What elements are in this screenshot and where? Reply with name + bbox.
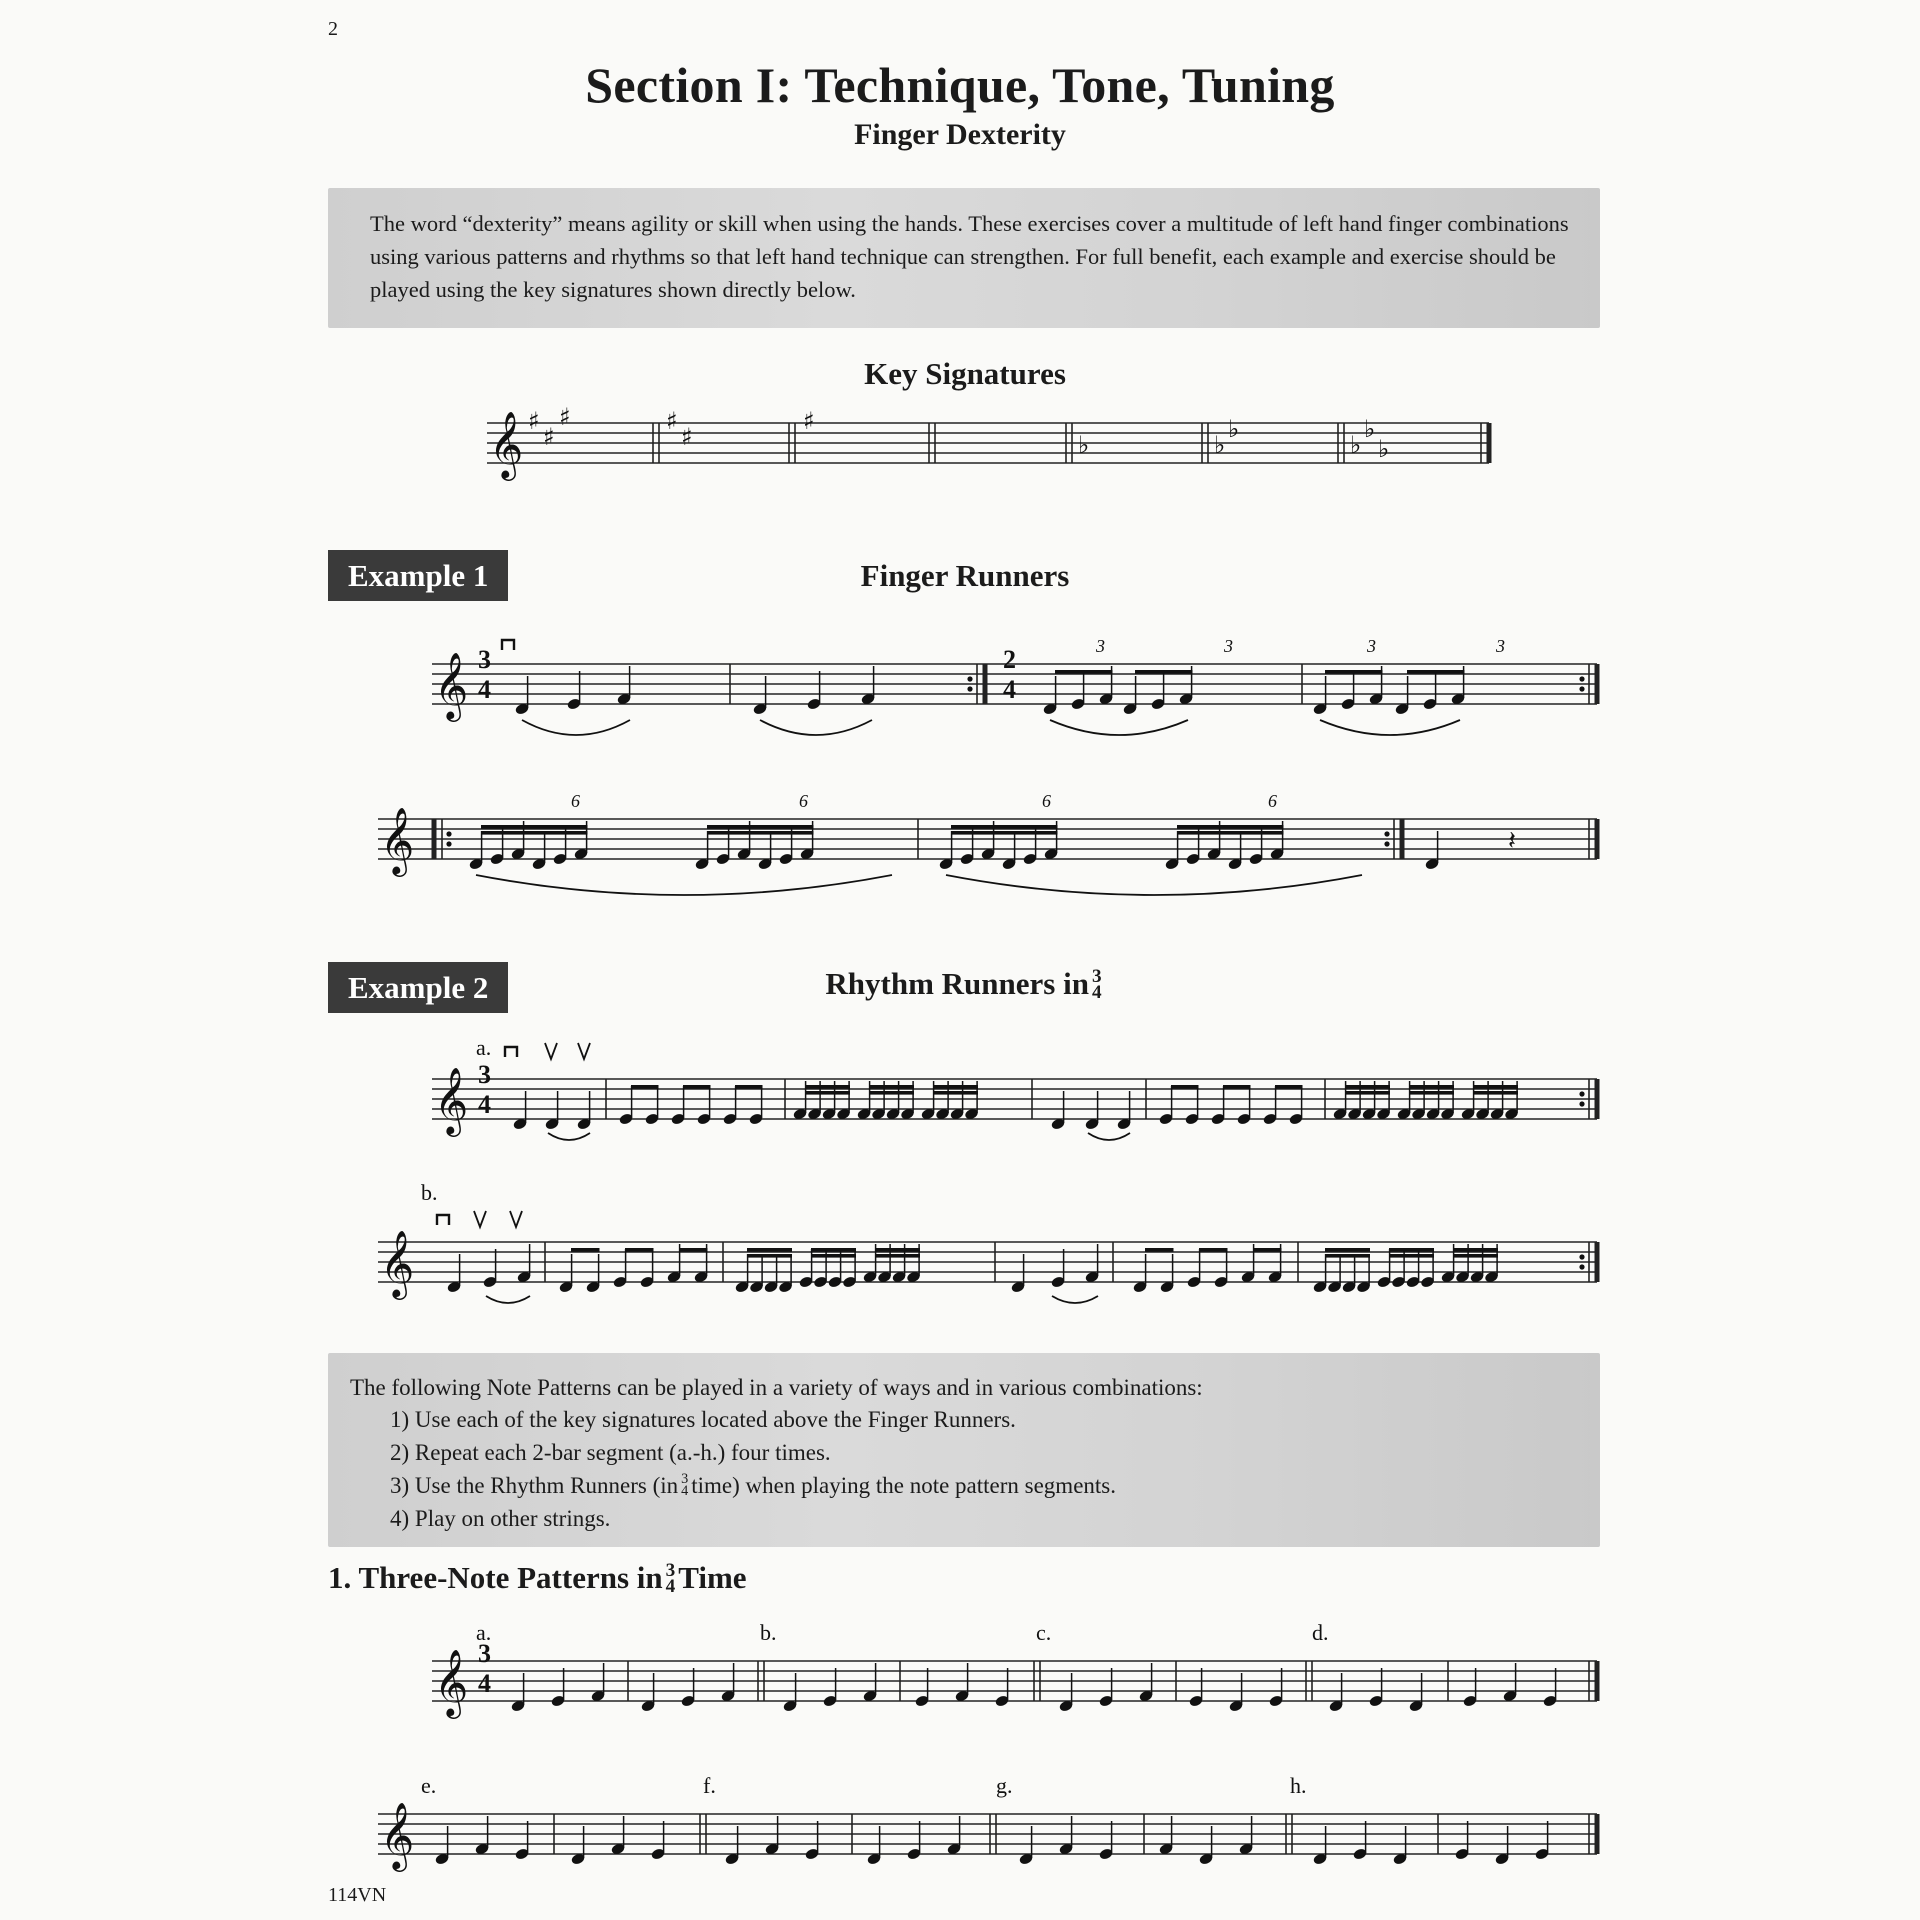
note-beam <box>805 1085 850 1089</box>
note-beam <box>1177 825 1284 829</box>
treble-clef-icon: 𝄞 <box>489 410 524 478</box>
page-number: 2 <box>328 18 338 40</box>
section-1-prefix: 1. Three-Note Patterns in <box>328 1560 663 1595</box>
example-2-title-prefix: Rhythm Runners in <box>825 966 1089 1001</box>
fraction-bottom: 4 <box>1091 981 1102 1003</box>
note-beam <box>1453 1248 1498 1252</box>
sharp-icon: ♯ <box>666 407 678 435</box>
note-beam <box>1473 1085 1518 1089</box>
page-subtitle: Finger Dexterity <box>854 118 1066 151</box>
slur <box>1050 720 1188 735</box>
note-beam <box>951 825 1058 829</box>
music-root <box>378 403 1597 1872</box>
note-beam <box>933 1085 978 1089</box>
note-beam <box>1409 1085 1454 1089</box>
time-sig-top: 3 <box>478 645 491 674</box>
note-beam <box>683 1085 711 1089</box>
time-signatures <box>478 645 1016 1698</box>
item-text: Use the Rhythm Runners (in <box>414 1473 679 1498</box>
time-sig-bottom: 4 <box>478 1090 491 1119</box>
up-bow-icon <box>545 1043 557 1059</box>
pattern-label-b: b. <box>421 1180 438 1205</box>
sharp-icon: ♯ <box>803 407 815 435</box>
pattern-label-b: b. <box>760 1620 777 1645</box>
notes-intro: The following Note Patterns can be played in a variety of ways and in various combinations: <box>350 1375 1203 1400</box>
flat-icon: ♭ <box>1214 431 1226 459</box>
triplet-number: 3 <box>1096 636 1105 656</box>
note-beam <box>747 1254 792 1258</box>
note-beam <box>811 1248 856 1252</box>
triplet-number: 3 <box>1367 636 1376 656</box>
note-beam <box>735 1085 763 1089</box>
note-beam <box>1407 670 1465 674</box>
sextuplet-number: 6 <box>1042 791 1051 811</box>
repeat-dot <box>1579 1264 1584 1269</box>
up-bow-icon <box>578 1043 590 1059</box>
section-1-suffix: Time <box>678 1560 747 1595</box>
note-beam <box>1325 670 1383 674</box>
repeat-dot <box>1579 686 1584 691</box>
example-1-label: Example 1 <box>328 550 508 601</box>
treble-clef-icon: 𝄞 <box>380 1801 415 1869</box>
repeat-dot <box>1384 831 1389 836</box>
note-beam <box>1199 1248 1228 1252</box>
repeat-dot <box>967 686 972 691</box>
note-beam <box>1389 1248 1434 1252</box>
note-beam <box>811 1254 856 1258</box>
time-sig-bottom: 4 <box>1003 675 1016 704</box>
time-sig-top: 3 <box>478 1639 491 1668</box>
fraction-top: 3 <box>665 1560 676 1582</box>
note-beam <box>707 831 814 835</box>
pattern-label-e: e. <box>421 1773 437 1798</box>
note-beam <box>1473 1091 1518 1095</box>
item-number: 2) <box>390 1440 410 1465</box>
repeat-dot <box>1579 1101 1584 1106</box>
pattern-label-f: f. <box>703 1773 716 1798</box>
repeat-dot <box>1579 676 1584 681</box>
item-number: 1) <box>390 1407 410 1432</box>
pattern-label-a: a. <box>476 1035 492 1060</box>
item-text: Play on other strings. <box>414 1506 611 1531</box>
sextuplet-number: 6 <box>1268 791 1277 811</box>
note-beam <box>869 1091 914 1095</box>
sharp-icon: ♯ <box>528 407 540 435</box>
item-text: Repeat each 2-bar segment (a.-h.) four times. <box>414 1440 831 1465</box>
note-beam <box>1345 1085 1390 1089</box>
item-text-suffix: time) when playing the note pattern segments. <box>691 1473 1116 1498</box>
flat-icon: ♭ <box>1378 435 1390 463</box>
repeat-dot <box>967 676 972 681</box>
repeat-dot <box>446 841 451 846</box>
pattern-label-a: a. <box>476 1620 492 1645</box>
note-beam <box>1325 1248 1370 1252</box>
note-beam <box>1345 1091 1390 1095</box>
note-beam <box>1275 1085 1303 1089</box>
example-1-title: Finger Runners <box>860 558 1070 593</box>
treble-clef-icon: 𝄞 <box>434 1648 469 1716</box>
slur <box>946 875 1362 895</box>
slur <box>1320 720 1460 735</box>
pattern-label-h: h. <box>1290 1773 1307 1798</box>
sharp-icon: ♯ <box>559 403 571 431</box>
treble-clef-icon: 𝄞 <box>434 1066 469 1134</box>
time-sig-top: 2 <box>1003 645 1016 674</box>
note-beam <box>625 1248 654 1252</box>
note-beam <box>1055 670 1113 674</box>
fraction-bottom: 4 <box>681 1482 689 1499</box>
treble-clef-icon: 𝄞 <box>380 806 415 874</box>
fraction-bottom: 4 <box>665 1575 676 1597</box>
note-beam <box>1135 670 1193 674</box>
page-title: Section I: Technique, Tone, Tuning <box>585 57 1335 113</box>
note-beam <box>1253 1248 1282 1252</box>
time-sig-bottom: 4 <box>478 675 491 704</box>
pattern-labels <box>421 1035 1329 1798</box>
repeat-dot <box>1579 1091 1584 1096</box>
note-beam <box>869 1085 914 1089</box>
sharp-icon: ♯ <box>543 423 555 451</box>
repeat-dot <box>1384 841 1389 846</box>
note-beam <box>1389 1254 1434 1258</box>
key-signatures-heading: Key Signatures <box>864 356 1066 391</box>
footer-code: 114VN <box>328 1884 387 1906</box>
tuplet-numbers <box>571 636 1505 811</box>
repeat-dot <box>446 831 451 836</box>
time-sig-top: 3 <box>478 1060 491 1089</box>
time-sig-bottom: 4 <box>478 1669 491 1698</box>
example-2-label: Example 2 <box>328 962 508 1013</box>
note-beam <box>571 1248 600 1252</box>
flat-icon: ♭ <box>1078 431 1090 459</box>
pattern-label-c: c. <box>1036 1620 1052 1645</box>
note-beam <box>747 1248 792 1252</box>
sextuplet-number: 6 <box>799 791 808 811</box>
note-beam <box>933 1091 978 1095</box>
note-beam <box>1325 1254 1370 1258</box>
down-bow-icon <box>505 1047 517 1057</box>
note-beam <box>1171 1085 1199 1089</box>
note-beam <box>481 825 588 829</box>
sextuplet-number: 6 <box>571 791 580 811</box>
triplet-number: 3 <box>1224 636 1233 656</box>
note-beam <box>875 1248 920 1252</box>
item-number: 4) <box>390 1506 410 1531</box>
note-beam <box>875 1254 920 1258</box>
slur <box>522 720 630 735</box>
slur <box>548 1133 590 1140</box>
slur <box>760 720 872 735</box>
slur <box>1088 1133 1130 1140</box>
item-text: Use each of the key signatures located above the Finger Runners. <box>414 1407 1016 1432</box>
note-beam <box>631 1085 659 1089</box>
note-beam <box>481 831 588 835</box>
slur <box>1052 1296 1098 1303</box>
note-beam <box>679 1248 708 1252</box>
triplet-number: 3 <box>1496 636 1505 656</box>
fraction-top: 3 <box>681 1471 689 1488</box>
note-beam <box>1177 831 1284 835</box>
flat-icon: ♭ <box>1350 431 1362 459</box>
up-bow-icon <box>474 1211 486 1227</box>
item-number: 3) <box>390 1473 410 1498</box>
note-beam <box>1453 1254 1498 1258</box>
down-bow-icon <box>502 640 514 650</box>
slur <box>486 1296 530 1303</box>
pattern-label-d: d. <box>1312 1620 1329 1645</box>
note-beam <box>1145 1248 1174 1252</box>
quarter-rest-icon: 𝄽 <box>1508 826 1516 856</box>
note-beam <box>1409 1091 1454 1095</box>
note-beam <box>805 1091 850 1095</box>
note-beam <box>1223 1085 1251 1089</box>
sharp-icon: ♯ <box>681 423 693 451</box>
flat-icon: ♭ <box>1364 415 1376 443</box>
up-bow-icon <box>510 1211 522 1227</box>
note-beam <box>951 831 1058 835</box>
pattern-label-g: g. <box>996 1773 1013 1798</box>
fraction-top: 3 <box>1091 966 1102 988</box>
repeat-dot <box>1579 1254 1584 1259</box>
note-beam <box>707 825 814 829</box>
down-bow-icon <box>437 1215 449 1225</box>
intro-text: The word “dexterity” means agility or skill when using the hands. These exercises cover a multitude of left hand finger combinations using various patterns and rhythms so that left hand technique can strengthen. For full benefit, each example and exercise should be played using the key signatures shown directly below. <box>370 211 1569 302</box>
flat-icon: ♭ <box>1228 415 1240 443</box>
treble-clef-icon: 𝄞 <box>380 1229 415 1297</box>
slur <box>476 875 892 895</box>
treble-clef-icon: 𝄞 <box>434 651 469 719</box>
